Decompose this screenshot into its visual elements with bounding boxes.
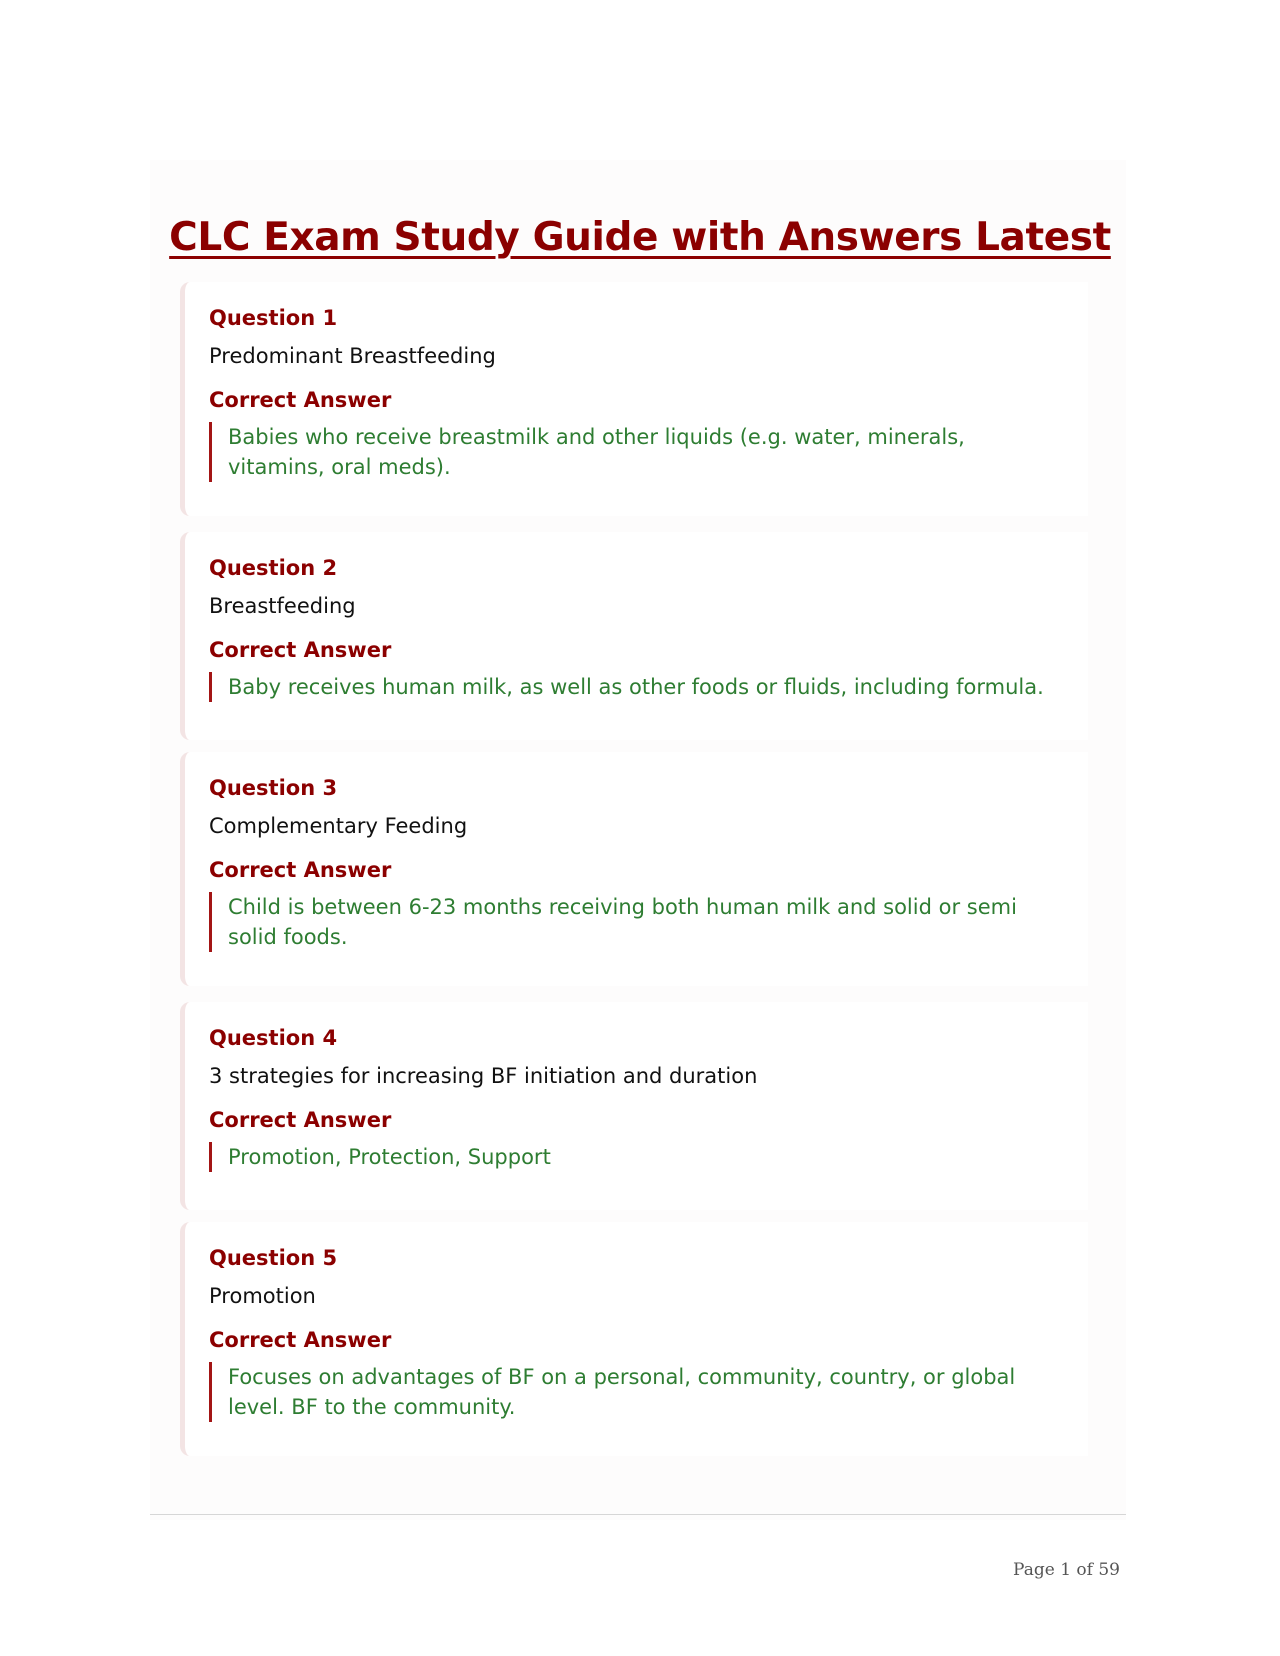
question-card-3 — [180, 752, 1088, 986]
answer-label: Correct Answer — [209, 638, 392, 662]
question-prompt: Promotion — [209, 1284, 316, 1308]
answer-text: Babies who receive breastmilk and other liquids (e.g. water, minerals, vitamins, oral meds). — [209, 422, 1047, 482]
footer-divider — [150, 1514, 1126, 1515]
answer-text: Promotion, Protection, Support — [209, 1142, 1047, 1172]
answer-text: Focuses on advantages of BF on a personal, community, country, or global level. BF to the community. — [209, 1362, 1047, 1422]
question-card-5 — [180, 1222, 1088, 1456]
document-title: CLC Exam Study Guide with Answers Latest — [169, 215, 1111, 260]
answer-label: Correct Answer — [209, 388, 392, 412]
question-prompt: Predominant Breastfeeding — [209, 344, 496, 368]
answer-label: Correct Answer — [209, 1108, 392, 1132]
question-card-2 — [180, 532, 1088, 740]
page-number: Page 1 of 59 — [1013, 1560, 1120, 1580]
answer-text: Child is between 6-23 months receiving both human milk and solid or semi solid foods. — [209, 892, 1047, 952]
answer-label: Correct Answer — [209, 1328, 392, 1352]
answer-text: Baby receives human milk, as well as other foods or fluids, including formula. — [209, 672, 1047, 702]
question-prompt: Breastfeeding — [209, 594, 356, 618]
question-label: Question 4 — [209, 1026, 338, 1050]
question-label: Question 2 — [209, 556, 338, 580]
question-label: Question 3 — [209, 776, 338, 800]
question-prompt: Complementary Feeding — [209, 814, 468, 838]
answer-label: Correct Answer — [209, 858, 392, 882]
question-prompt: 3 strategies for increasing BF initiation and duration — [209, 1064, 758, 1088]
question-card-4 — [180, 1002, 1088, 1210]
question-card-1 — [180, 282, 1088, 516]
question-label: Question 5 — [209, 1246, 338, 1270]
question-label: Question 1 — [209, 306, 338, 330]
